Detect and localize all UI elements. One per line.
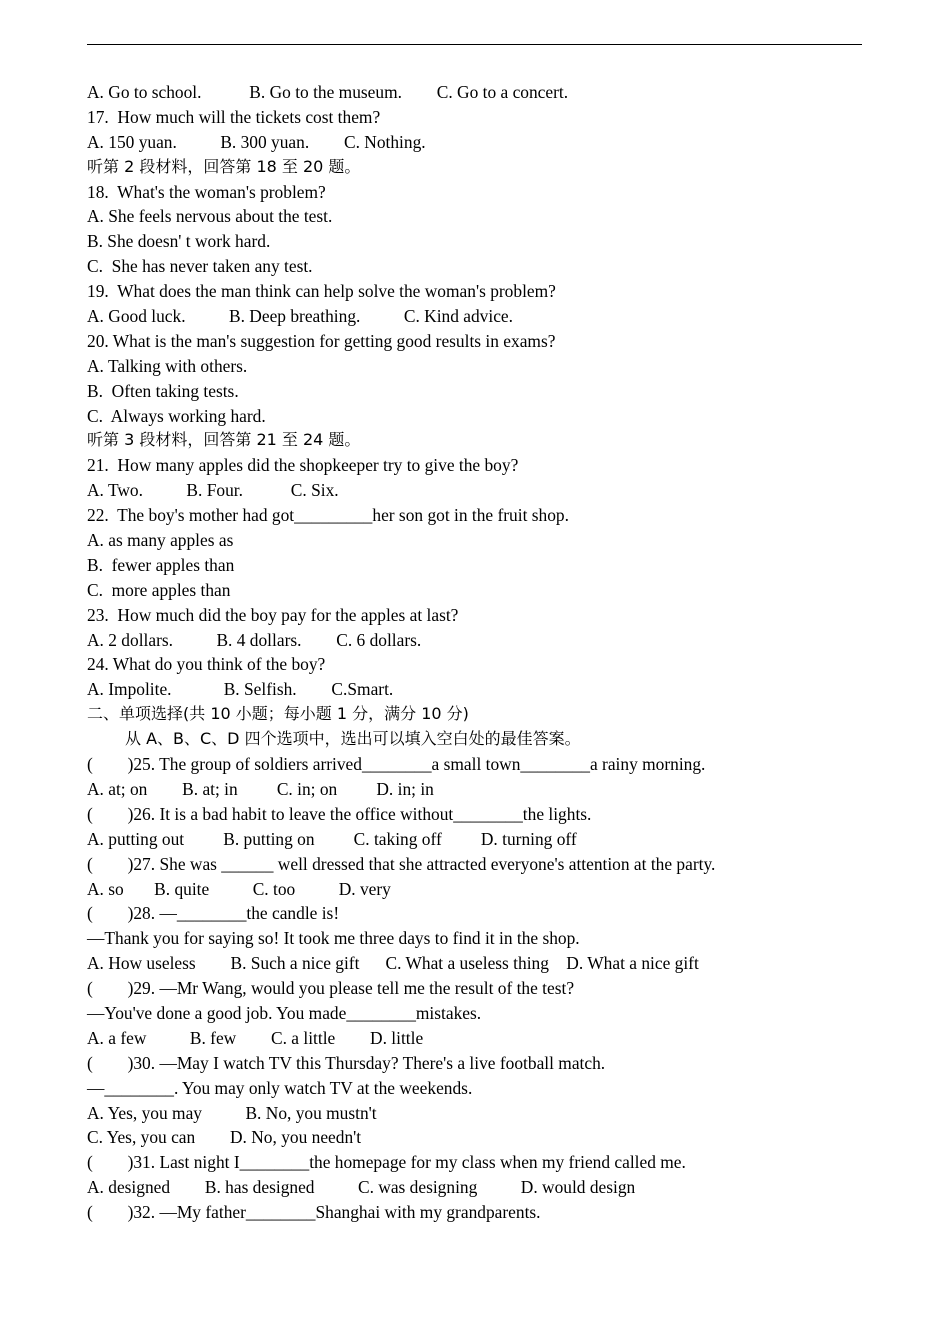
q16-options: A. Go to school. B. Go to the museum. C. Go to a concert.: [87, 82, 569, 102]
q19-options: A. Good luck. B. Deep breathing. C. Kind advice.: [87, 306, 513, 327]
q18-option-c: C. She has never taken any test.: [87, 256, 313, 277]
q21-options: A. Two. B. Four. C. Six.: [87, 480, 339, 501]
q20-option-b: B. Often taking tests.: [87, 380, 239, 401]
q17-options: A. 150 yuan. B. 300 yuan. C. Nothing.: [87, 131, 426, 152]
section-instruction-passage-2: 听第 2 段材料，回答第 18 至 20 题。: [87, 156, 361, 176]
q23-question: 23. How much did the boy pay for the apples at last?: [87, 604, 459, 625]
q30-options-ab: A. Yes, you may B. No, you mustn't: [87, 1102, 377, 1123]
q28-dialogue-reply: —Thank you for saying so! It took me three days to find it in the shop.: [87, 928, 580, 949]
q17-question: 17. How much will the tickets cost them?: [87, 106, 381, 127]
q25-options: A. at; on B. at; in C. in; on D. in; in: [87, 778, 434, 799]
header-rule: [87, 44, 862, 45]
q30-question: ( )30. —May I watch TV this Thursday? There's a live football match.: [87, 1052, 606, 1073]
section-heading-single-choice: 二、单项选择(共 10 小题；每小题 1 分，满分 10 分): [87, 704, 469, 724]
q20-option-a: A. Talking with others.: [87, 355, 248, 376]
q31-options: A. designed B. has designed C. was designing D. would design: [87, 1177, 636, 1198]
q18-question: 18. What's the woman's problem?: [87, 181, 326, 202]
q26-question: ( )26. It is a bad habit to leave the office without________the lights.: [87, 803, 592, 824]
section-instruction-single-choice: 从 A、B、C、D 四个选项中，选出可以填入空白处的最佳答案。: [125, 729, 581, 749]
section-instruction-passage-3: 听第 3 段材料，回答第 21 至 24 题。: [87, 430, 361, 450]
q32-question: ( )32. —My father________Shanghai with my grandparents.: [87, 1202, 541, 1223]
q21-question: 21. How many apples did the shopkeeper try to give the boy?: [87, 455, 519, 476]
q29-options: A. a few B. few C. a little D. little: [87, 1027, 424, 1048]
q22-option-b: B. fewer apples than: [87, 554, 235, 575]
q26-options: A. putting out B. putting on C. taking off D. turning off: [87, 828, 577, 849]
q23-options: A. 2 dollars. B. 4 dollars. C. 6 dollars.: [87, 629, 422, 650]
q28-options: A. How useless B. Such a nice gift C. What a useless thing D. What a nice gift: [87, 953, 699, 974]
q19-question: 19. What does the man think can help solve the woman's problem?: [87, 281, 556, 302]
q20-question: 20. What is the man's suggestion for getting good results in exams?: [87, 330, 556, 351]
q18-option-b: B. She doesn' t work hard.: [87, 231, 271, 252]
q28-question: ( )28. —________the candle is!: [87, 903, 340, 924]
q24-question: 24. What do you think of the boy?: [87, 654, 326, 675]
q22-option-a: A. as many apples as: [87, 530, 234, 551]
q18-option-a: A. She feels nervous about the test.: [87, 206, 333, 227]
q24-options: A. Impolite. B. Selfish. C.Smart.: [87, 679, 394, 700]
exam-page-content: [87, 80, 867, 1225]
q31-question: ( )31. Last night I________the homepage for my class when my friend called me.: [87, 1152, 686, 1173]
q22-question: 22. The boy's mother had got_________her son got in the fruit shop.: [87, 505, 569, 526]
q30-options-cd: C. Yes, you can D. No, you needn't: [87, 1127, 362, 1148]
q20-option-c: C. Always working hard.: [87, 405, 266, 426]
q29-dialogue-reply: —You've done a good job. You made________mistakes.: [87, 1002, 482, 1023]
q30-dialogue-reply: —________. You may only watch TV at the weekends.: [87, 1077, 473, 1098]
q22-option-c: C. more apples than: [87, 579, 231, 600]
q25-question: ( )25. The group of soldiers arrived________a small town________a rainy morning.: [87, 754, 706, 775]
q29-question: ( )29. —Mr Wang, would you please tell me the result of the test?: [87, 978, 575, 999]
q27-options: A. so B. quite C. too D. very: [87, 878, 391, 899]
q27-question: ( )27. She was ______ well dressed that she attracted everyone's attention at the party.: [87, 853, 716, 874]
